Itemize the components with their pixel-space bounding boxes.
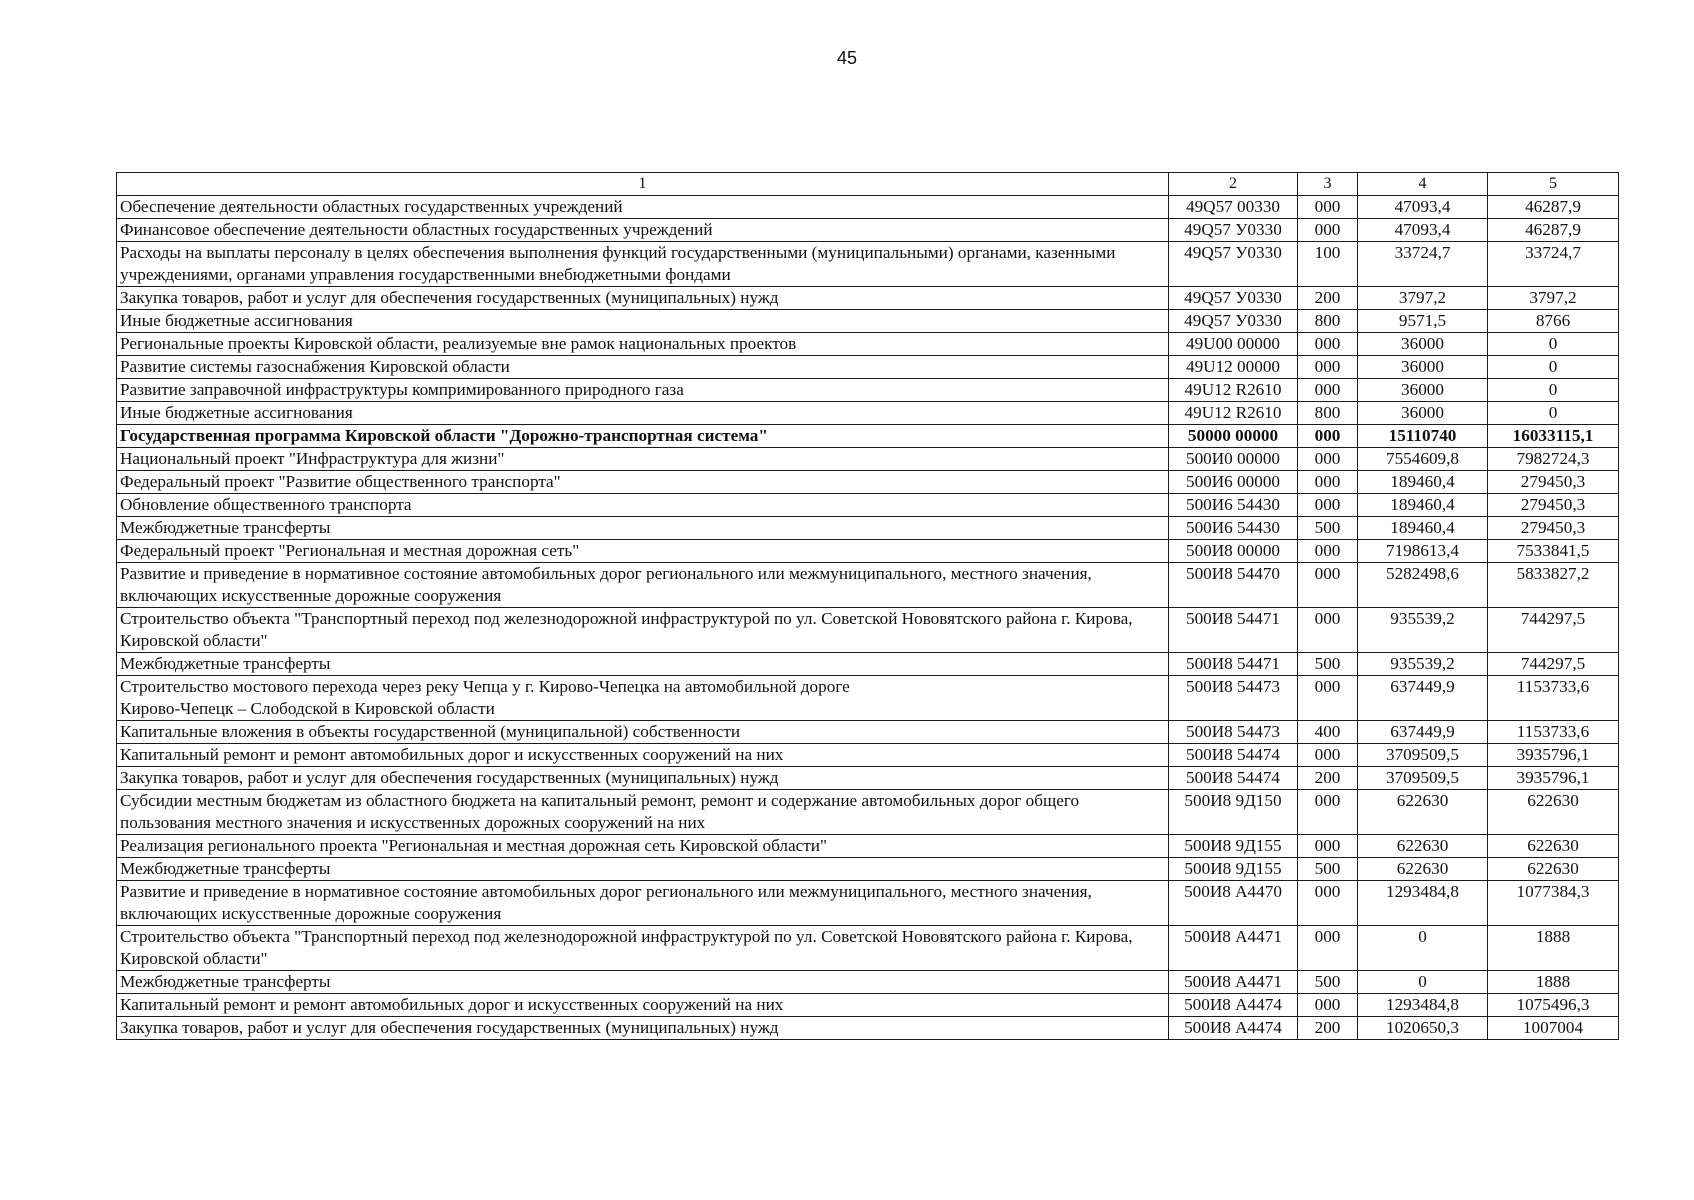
row-expense-type: 000 [1298,926,1358,971]
table-row [117,721,1619,744]
row-expense-type: 000 [1298,835,1358,858]
table-row [117,287,1619,310]
row-name: Иные бюджетные ассигнования [117,310,1169,333]
row-value-col4: 189460,4 [1358,494,1488,517]
budget-table [116,172,1619,1040]
row-code: 500И8 54474 [1169,767,1298,790]
row-name: Региональные проекты Кировской области, реализуемые вне рамок национальных проектов [117,333,1169,356]
header-col-3: 3 [1298,173,1358,196]
row-code: 49U12 00000 [1169,356,1298,379]
table-row [117,379,1619,402]
row-expense-type: 000 [1298,994,1358,1017]
row-name: Субсидии местным бюджетам из областного бюджета на капитальный ремонт, ремонт и содержание автомобильных дорог общего пользования местного значения и искусственных дорожных сооружений на них [117,790,1169,835]
row-value-col5: 3935796,1 [1488,767,1619,790]
row-value-col4: 189460,4 [1358,471,1488,494]
row-name: Межбюджетные трансферты [117,653,1169,676]
row-name: Финансовое обеспечение деятельности областных государственных учреждений [117,219,1169,242]
row-value-col5: 7533841,5 [1488,540,1619,563]
row-value-col5: 1888 [1488,926,1619,971]
row-name: Капитальный ремонт и ремонт автомобильных дорог и искусственных сооружений на них [117,994,1169,1017]
table-row [117,540,1619,563]
row-name: Закупка товаров, работ и услуг для обеспечения государственных (муниципальных) нужд [117,1017,1169,1040]
row-expense-type: 500 [1298,971,1358,994]
row-value-col5: 33724,7 [1488,242,1619,287]
row-value-col5: 5833827,2 [1488,563,1619,608]
row-expense-type: 000 [1298,676,1358,721]
row-value-col4: 7198613,4 [1358,540,1488,563]
row-name: Иные бюджетные ассигнования [117,402,1169,425]
row-name: Расходы на выплаты персоналу в целях обеспечения выполнения функций государственными (муниципальными) органами, казенными учреждениями, органами управления государственными внебюджетными фондами [117,242,1169,287]
row-expense-type: 000 [1298,196,1358,219]
row-expense-type: 000 [1298,219,1358,242]
row-value-col4: 3709509,5 [1358,767,1488,790]
row-expense-type: 000 [1298,881,1358,926]
row-value-col5: 0 [1488,402,1619,425]
table-row [117,310,1619,333]
row-code: 500И8 00000 [1169,540,1298,563]
row-value-col4: 637449,9 [1358,676,1488,721]
row-code: 500И8 А4471 [1169,926,1298,971]
table-row [117,471,1619,494]
row-value-col5: 279450,3 [1488,494,1619,517]
table-row [117,790,1619,835]
table-row [117,926,1619,971]
row-code: 500И8 А4471 [1169,971,1298,994]
table-row [117,767,1619,790]
row-name: Федеральный проект "Региональная и местная дорожная сеть" [117,540,1169,563]
header-col-5: 5 [1488,173,1619,196]
row-value-col5: 622630 [1488,835,1619,858]
row-value-col4: 36000 [1358,356,1488,379]
row-value-col4: 622630 [1358,858,1488,881]
row-value-col4: 33724,7 [1358,242,1488,287]
row-value-col4: 47093,4 [1358,219,1488,242]
row-value-col4: 47093,4 [1358,196,1488,219]
row-name: Развитие и приведение в нормативное состояние автомобильных дорог регионального или межмуниципального, местного значения, включающих искусственные дорожные сооружения [117,881,1169,926]
row-value-col5: 279450,3 [1488,517,1619,540]
table-row [117,994,1619,1017]
row-value-col4: 637449,9 [1358,721,1488,744]
table-row [117,1017,1619,1040]
row-value-col4: 622630 [1358,790,1488,835]
table-row [117,835,1619,858]
row-name: Развитие системы газоснабжения Кировской области [117,356,1169,379]
row-name: Развитие и приведение в нормативное состояние автомобильных дорог регионального или межмуниципального, местного значения, включающих искусственные дорожные сооружения [117,563,1169,608]
row-value-col5: 744297,5 [1488,608,1619,653]
row-value-col4: 7554609,8 [1358,448,1488,471]
row-value-col5: 46287,9 [1488,196,1619,219]
header-col-4: 4 [1358,173,1488,196]
table-row [117,676,1619,721]
header-col-2: 2 [1169,173,1298,196]
row-name: Обновление общественного транспорта [117,494,1169,517]
row-code: 49U00 00000 [1169,333,1298,356]
row-name: Межбюджетные трансферты [117,858,1169,881]
row-name: Развитие заправочной инфраструктуры компримированного природного газа [117,379,1169,402]
row-value-col4: 15110740 [1358,425,1488,448]
row-value-col5: 7982724,3 [1488,448,1619,471]
table-row [117,219,1619,242]
row-value-col5: 3797,2 [1488,287,1619,310]
row-code: 500И0 00000 [1169,448,1298,471]
row-expense-type: 000 [1298,425,1358,448]
row-code: 500И6 00000 [1169,471,1298,494]
row-expense-type: 000 [1298,379,1358,402]
row-name: Межбюджетные трансферты [117,517,1169,540]
row-code: 49Q57 У0330 [1169,287,1298,310]
table-header-row [117,173,1619,196]
row-value-col4: 622630 [1358,835,1488,858]
row-code: 500И8 54474 [1169,744,1298,767]
row-value-col5: 622630 [1488,790,1619,835]
table-row [117,242,1619,287]
row-expense-type: 200 [1298,1017,1358,1040]
table-row [117,425,1619,448]
row-value-col5: 46287,9 [1488,219,1619,242]
row-expense-type: 000 [1298,608,1358,653]
row-code: 49U12 R2610 [1169,402,1298,425]
row-value-col4: 0 [1358,926,1488,971]
table-row [117,563,1619,608]
row-code: 49Q57 У0330 [1169,242,1298,287]
row-expense-type: 000 [1298,356,1358,379]
row-code: 500И8 9Д155 [1169,858,1298,881]
row-name: Обеспечение деятельности областных государственных учреждений [117,196,1169,219]
row-name: Государственная программа Кировской области "Дорожно-транспортная система" [117,425,1169,448]
row-code: 500И8 9Д155 [1169,835,1298,858]
row-value-col4: 189460,4 [1358,517,1488,540]
row-code: 500И6 54430 [1169,494,1298,517]
row-name: Строительство мостового перехода через реку Чепца у г. Кирово-Чепецка на автомобильной дороге Кирово-Чепецк – Слободской в Кировской области [117,676,1169,721]
row-name: Капитальные вложения в объекты государственной (муниципальной) собственности [117,721,1169,744]
row-value-col4: 935539,2 [1358,653,1488,676]
row-name: Закупка товаров, работ и услуг для обеспечения государственных (муниципальных) нужд [117,287,1169,310]
row-value-col4: 1293484,8 [1358,994,1488,1017]
row-code: 500И8 А4474 [1169,994,1298,1017]
row-value-col4: 0 [1358,971,1488,994]
table-body [117,196,1619,1040]
table-row [117,608,1619,653]
row-expense-type: 000 [1298,448,1358,471]
row-value-col5: 3935796,1 [1488,744,1619,767]
table-row [117,653,1619,676]
row-expense-type: 000 [1298,790,1358,835]
table-row [117,402,1619,425]
header-col-1: 1 [117,173,1169,196]
row-code: 500И8 54471 [1169,653,1298,676]
row-value-col4: 935539,2 [1358,608,1488,653]
page-number: 45 [836,48,858,68]
row-value-col5: 0 [1488,379,1619,402]
row-code: 500И8 54473 [1169,676,1298,721]
row-code: 49U12 R2610 [1169,379,1298,402]
row-value-col5: 8766 [1488,310,1619,333]
row-value-col4: 1020650,3 [1358,1017,1488,1040]
row-expense-type: 000 [1298,744,1358,767]
table-row [117,448,1619,471]
table-row [117,858,1619,881]
table-row [117,333,1619,356]
row-code: 49Q57 У0330 [1169,219,1298,242]
row-value-col4: 9571,5 [1358,310,1488,333]
row-value-col5: 1888 [1488,971,1619,994]
row-code: 500И8 54470 [1169,563,1298,608]
row-code: 500И8 А4474 [1169,1017,1298,1040]
row-expense-type: 500 [1298,653,1358,676]
row-expense-type: 000 [1298,540,1358,563]
row-name: Капитальный ремонт и ремонт автомобильных дорог и искусственных сооружений на них [117,744,1169,767]
row-value-col5: 1077384,3 [1488,881,1619,926]
row-value-col5: 1153733,6 [1488,721,1619,744]
row-value-col4: 3709509,5 [1358,744,1488,767]
table-row [117,196,1619,219]
row-expense-type: 100 [1298,242,1358,287]
row-expense-type: 200 [1298,287,1358,310]
row-code: 500И8 9Д150 [1169,790,1298,835]
row-name: Межбюджетные трансферты [117,971,1169,994]
row-code: 500И8 А4470 [1169,881,1298,926]
row-code: 500И6 54430 [1169,517,1298,540]
row-value-col4: 5282498,6 [1358,563,1488,608]
row-value-col5: 1075496,3 [1488,994,1619,1017]
row-name: Реализация регионального проекта "Региональная и местная дорожная сеть Кировской области" [117,835,1169,858]
row-expense-type: 200 [1298,767,1358,790]
row-value-col4: 1293484,8 [1358,881,1488,926]
row-value-col5: 622630 [1488,858,1619,881]
row-value-col5: 1153733,6 [1488,676,1619,721]
row-value-col5: 279450,3 [1488,471,1619,494]
row-code: 49Q57 У0330 [1169,310,1298,333]
row-name: Федеральный проект "Развитие общественного транспорта" [117,471,1169,494]
row-expense-type: 000 [1298,333,1358,356]
row-name: Строительство объекта "Транспортный переход под железнодорожной инфраструктурой по ул. Советской Нововятского района г. Кирова, Кировской области" [117,926,1169,971]
row-code: 500И8 54471 [1169,608,1298,653]
row-name: Строительство объекта "Транспортный переход под железнодорожной инфраструктурой по ул. Советской Нововятского района г. Кирова, Кировской области" [117,608,1169,653]
row-value-col5: 16033115,1 [1488,425,1619,448]
table-row [117,881,1619,926]
row-code: 50000 00000 [1169,425,1298,448]
row-expense-type: 000 [1298,563,1358,608]
table-row [117,356,1619,379]
row-expense-type: 000 [1298,494,1358,517]
row-value-col4: 36000 [1358,379,1488,402]
row-code: 49Q57 00330 [1169,196,1298,219]
row-value-col5: 744297,5 [1488,653,1619,676]
row-expense-type: 800 [1298,402,1358,425]
row-value-col4: 3797,2 [1358,287,1488,310]
table-row [117,971,1619,994]
table-row [117,744,1619,767]
row-expense-type: 000 [1298,471,1358,494]
table-row [117,517,1619,540]
row-name: Закупка товаров, работ и услуг для обеспечения государственных (муниципальных) нужд [117,767,1169,790]
row-expense-type: 500 [1298,858,1358,881]
row-value-col4: 36000 [1358,333,1488,356]
table-row [117,494,1619,517]
row-value-col5: 0 [1488,333,1619,356]
row-code: 500И8 54473 [1169,721,1298,744]
row-value-col4: 36000 [1358,402,1488,425]
row-expense-type: 800 [1298,310,1358,333]
row-name: Национальный проект "Инфраструктура для жизни" [117,448,1169,471]
row-expense-type: 500 [1298,517,1358,540]
row-expense-type: 400 [1298,721,1358,744]
row-value-col5: 1007004 [1488,1017,1619,1040]
row-value-col5: 0 [1488,356,1619,379]
